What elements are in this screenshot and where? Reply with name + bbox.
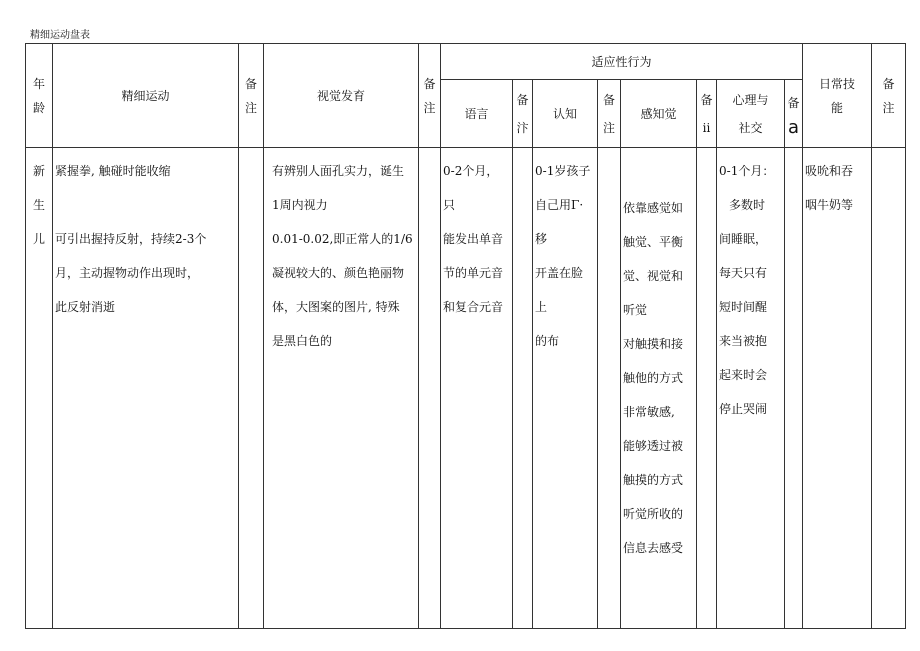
cell-fine-motor-note [239, 148, 264, 629]
header-vision-note: 备 注 [419, 44, 441, 148]
cell-age-newborn: 新 生 儿 [26, 148, 53, 629]
header-fine-motor-note: 备 注 [239, 44, 264, 148]
cell-cognition-note [598, 148, 621, 629]
cell-vision-note [419, 148, 441, 629]
header-psych-note: 备 a [785, 80, 803, 148]
cell-daily-note [872, 148, 906, 629]
header-perception: 感知觉 [621, 80, 697, 148]
header-psych-social: 心理与 社交 [717, 80, 785, 148]
cell-daily-skills: 吸吮和吞 咽牛奶等 [803, 148, 872, 629]
cell-language-note [513, 148, 533, 629]
header-daily-skills: 日常技 能 [803, 44, 872, 148]
cell-language: 0-2个月，只 能发出单音 节的单元音 和复合元音 [441, 148, 513, 629]
cell-cognition: 0-1岁孩子 自己用Γ·移 开盖在脸 上 的布 [533, 148, 598, 629]
development-table [25, 43, 905, 628]
header-daily-note: 备 注 [872, 44, 906, 148]
header-vision: 视觉发育 [264, 44, 419, 148]
header-language: 语言 [441, 80, 513, 148]
header-cognition: 认知 [533, 80, 598, 148]
header-adaptive-behavior: 适应性行为 [441, 44, 803, 80]
table-caption: 精细运动盘表 [30, 30, 90, 41]
header-language-note: 备 汴 [513, 80, 533, 148]
cell-psych-social: 0-1个月： 多数时 间睡眠， 每天只有 短时间醒 来当被抱 起来时会 停止哭闹 [717, 148, 785, 629]
header-perception-note: 备 ii [697, 80, 717, 148]
cell-fine-motor: 紧握拳, 触碰时能收缩 可引出握持反射，持续2-3个 月，主动握物动作出现时， 此反射消逝 [53, 148, 239, 629]
cell-perception: 依靠感觉如 触觉、平衡 觉、视觉和 听觉 对触摸和接 触他的方式 非常敏感, 能够透过被 触摸的方式 听觉所收的 信息去感受 [621, 148, 697, 629]
header-fine-motor: 精细运动 [53, 44, 239, 148]
cell-psych-note [785, 148, 803, 629]
cell-perception-note [697, 148, 717, 629]
cell-vision: 有辨别人面孔实力，诞生 1周内视力 0.01-0.02,即正常人的1/6 凝视较大的、颜色艳丽物 体，大图案的图片, 特殊 是黑白色的 [264, 148, 419, 629]
header-cognition-note: 备 注 [598, 80, 621, 148]
header-age: 年 龄 [26, 44, 53, 148]
